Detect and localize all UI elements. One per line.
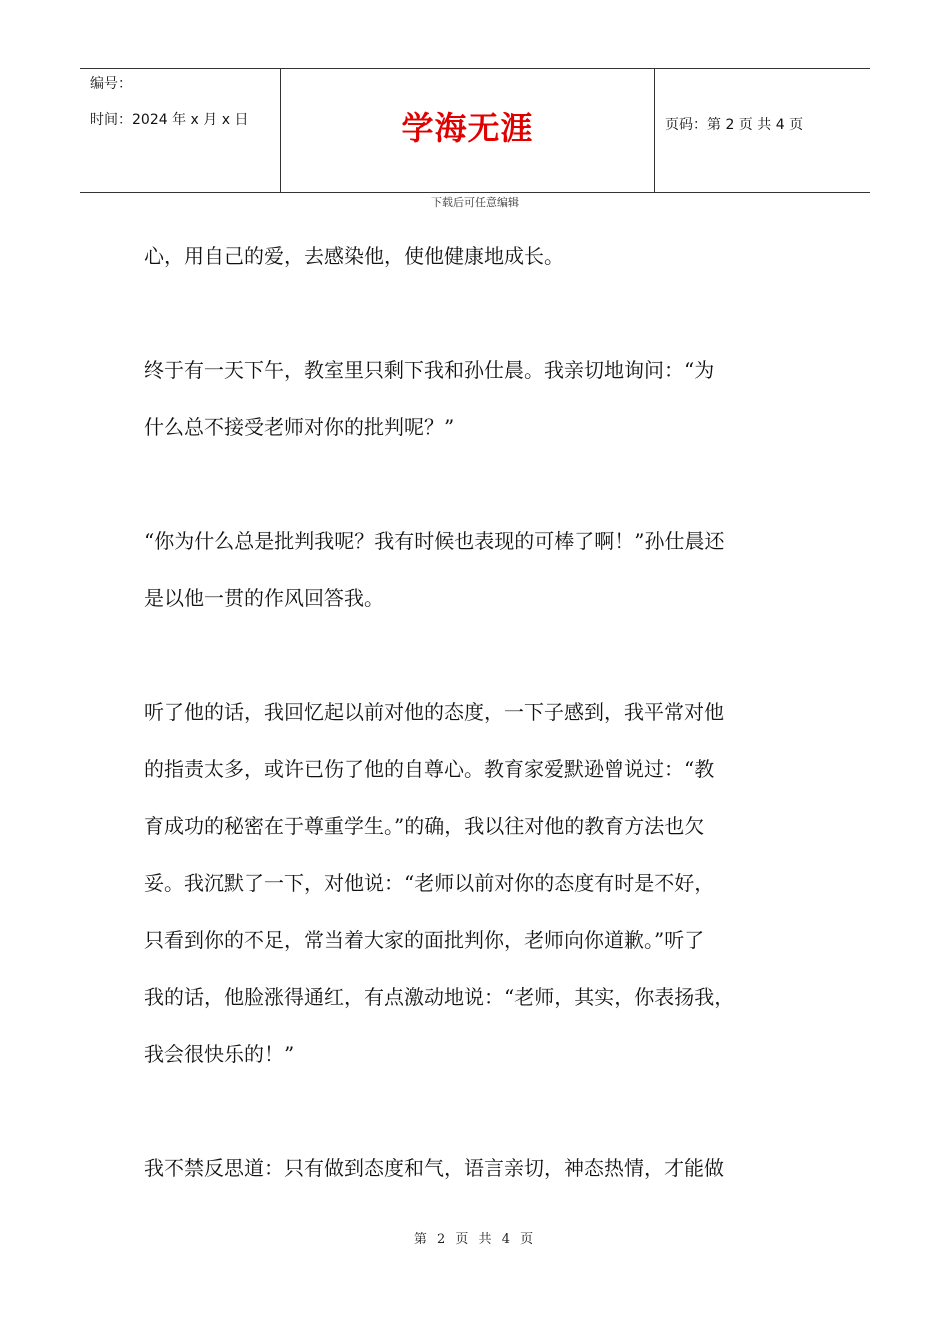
text-line: 什么总不接受老师对你的批判呢？” (144, 415, 455, 439)
text-line: 是以他一贯的作风回答我。 (144, 586, 384, 610)
document-time-label: 时间：2024 年 x 月 x 日 (90, 112, 249, 128)
text-line: 只看到你的不足，常当着大家的面批判你，老师向你道歉。”听了 (144, 928, 705, 952)
download-note: 下载后可任意编辑 (431, 196, 519, 209)
document-title: 学海无涯 (401, 109, 534, 147)
text-line: 听了他的话，我回忆起以前对他的态度，一下子感到，我平常对他 (144, 700, 724, 724)
text-line (144, 627, 824, 684)
text-line: 我会很快乐的！” (144, 1042, 295, 1066)
text-line: 我的话，他脸涨得通红，有点激动地说：“老师，其实，你表扬我， (144, 985, 735, 1009)
body-text (144, 228, 824, 1197)
text-line: 终于有一天下午，教室里只剩下我和孙仕晨。我亲切地询问：“为 (144, 358, 715, 382)
page-number-label: 页码：第 2 页 共 4 页 (665, 117, 804, 133)
text-line (144, 1083, 824, 1140)
header-title-cell (281, 69, 655, 192)
text-line: 我不禁反思道：只有做到态度和气，语言亲切，神态热情，才能做 (144, 1156, 724, 1180)
document-number-label: 编号： (90, 76, 132, 92)
header-right-cell (655, 69, 870, 192)
text-line: 的指责太多，或许已伤了他的自尊心。教育家爱默逊曾说过：“教 (144, 757, 715, 781)
text-line: 心，用自己的爱，去感染他，使他健康地成长。 (144, 244, 564, 268)
text-line: 妥。我沉默了一下，对他说：“老师以前对你的态度有时是不好， (144, 871, 715, 895)
text-line (144, 285, 824, 342)
text-line: 育成功的秘密在于尊重学生。”的确，我以往对他的教育方法也欠 (144, 814, 705, 838)
text-line (144, 456, 824, 513)
header-table (80, 68, 870, 193)
text-line: “你为什么总是批判我呢？我有时候也表现的可棒了啊！”孙仕晨还 (144, 529, 725, 553)
page-footer: 第 2 页 共 4 页 (413, 1232, 537, 1247)
header-left-cell (80, 69, 281, 192)
